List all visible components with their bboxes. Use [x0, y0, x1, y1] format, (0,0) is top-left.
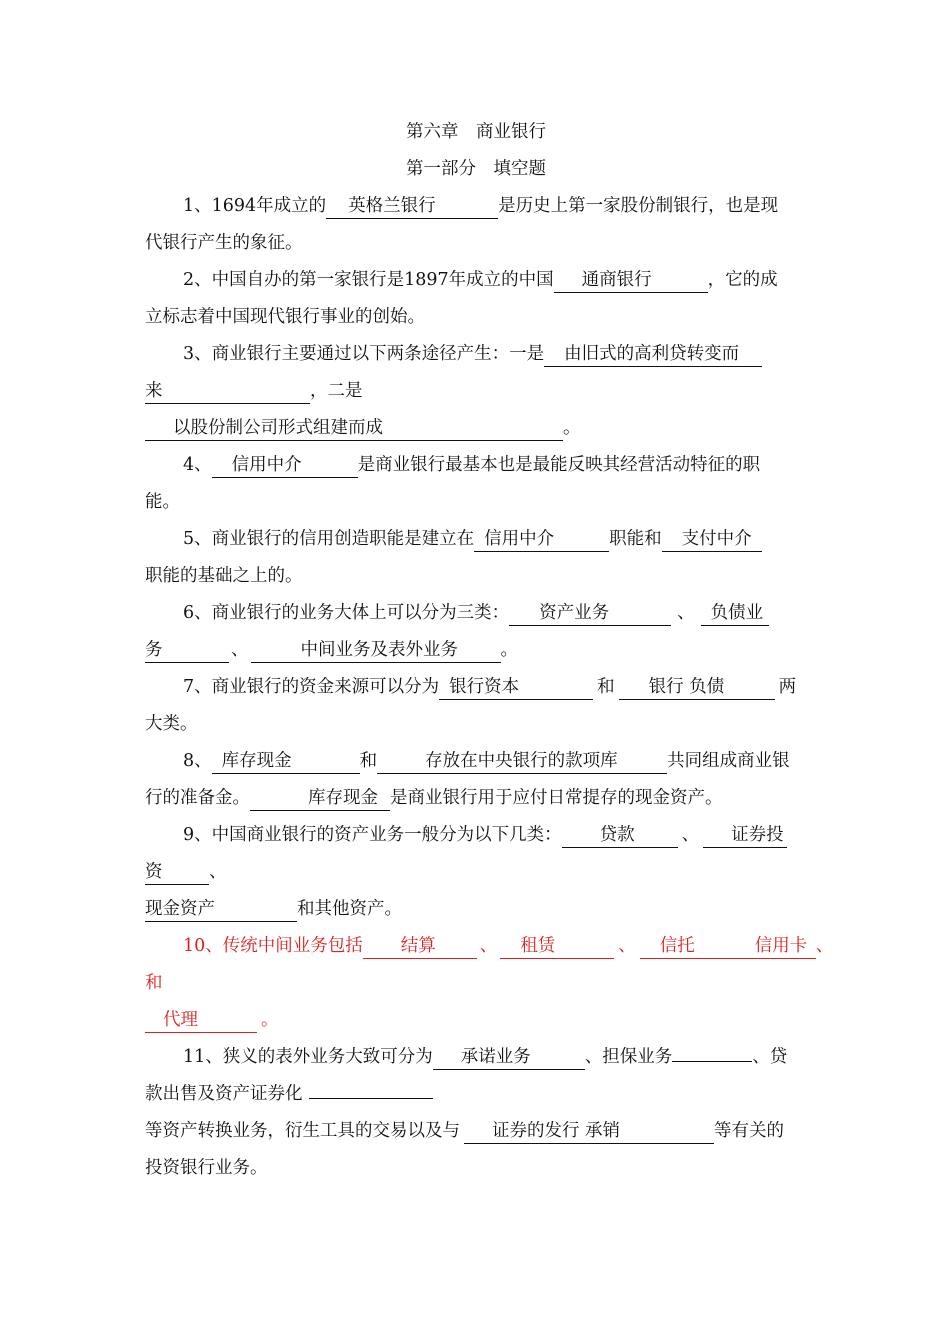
question-text: 职能和 — [609, 529, 662, 549]
question-text: 10、传统中间业务包括 — [183, 936, 363, 956]
answer-blank: 库存现金 — [212, 749, 360, 774]
question-text: 4、 — [183, 455, 212, 475]
question-11-line-1 — [145, 1039, 807, 1076]
question-7-line-2: 大类。 — [145, 714, 198, 734]
question-text: 11、狭义的表外业务大致可分为 — [183, 1047, 433, 1067]
question-text: 和 — [597, 677, 615, 697]
question-9-line-2 — [145, 854, 807, 891]
question-text: 行的准备金。 — [145, 788, 250, 808]
answer-blank: 通商银行 — [554, 268, 708, 293]
answer-blank: 负债业 — [701, 601, 769, 626]
question-4-line-2: 能。 — [145, 492, 180, 512]
question-2-line-1 — [145, 262, 807, 299]
separator: 、 — [815, 936, 834, 956]
answer-blank: 支付中介 — [662, 527, 762, 552]
answer-blank: 中间业务及表外业务 — [251, 638, 501, 663]
question-10-line-1 — [145, 928, 834, 965]
answer-blank: 现金资产 — [145, 897, 297, 922]
question-10-line-2: 和 — [145, 973, 163, 993]
question-text: 5、商业银行的信用创造职能是建立在 — [183, 529, 475, 549]
question-3-line-1 — [145, 336, 807, 373]
answer-blank: 存放在中央银行的款项库 — [377, 749, 667, 774]
answer-blank: 英格兰银行 — [326, 194, 498, 219]
question-3-line-2 — [145, 373, 807, 410]
question-text: 、贷 — [752, 1047, 788, 1067]
question-text: 1、1694年成立的 — [183, 196, 327, 216]
answer-blank: 银行 负债 — [619, 675, 775, 700]
document-body — [145, 114, 834, 1187]
question-text: 7、商业银行的资金来源可以分为 — [183, 677, 440, 697]
answer-blank: 资 — [145, 860, 209, 885]
answer-blank: 承诺业务 — [433, 1045, 585, 1070]
question-4-line-1 — [145, 447, 807, 484]
question-text: 8、 — [183, 751, 212, 771]
answer-blank — [309, 1098, 433, 1099]
question-text: 等有关的 — [714, 1121, 784, 1141]
section-title: 第一部分 填空题 — [406, 159, 546, 179]
question-text: 和 — [359, 751, 378, 771]
question-3-line-3 — [145, 410, 807, 447]
question-text: 是商业银行用于应付日常提存的现金资产。 — [390, 788, 723, 808]
separator: 、 — [681, 825, 700, 845]
answer-blank: 以股份制公司形式组建而成 — [145, 416, 563, 441]
question-6-line-1 — [145, 595, 807, 632]
answer-blank: 证券投 — [703, 823, 787, 848]
question-11-line-4: 投资银行业务。 — [145, 1158, 268, 1178]
question-10-line-3 — [145, 1002, 807, 1039]
question-text: 等资产转换业务，衍生工具的交易以及与 — [145, 1121, 460, 1141]
question-text: 6、商业银行的业务大体上可以分为三类： — [183, 603, 510, 623]
answer-blank: 证券的发行 承销 — [464, 1119, 714, 1144]
answer-blank: 代理 — [145, 1008, 257, 1033]
question-text: 和其他资产。 — [297, 899, 402, 919]
separator: 、 — [677, 603, 695, 623]
answer-blank: 信用中介 — [474, 527, 609, 552]
answer-blank: 库存现金 — [250, 786, 390, 811]
question-text: 。 — [500, 640, 518, 660]
separator: 、 — [479, 936, 498, 956]
separator: 、 — [209, 862, 227, 882]
chapter-title: 第六章 商业银行 — [406, 122, 546, 142]
question-text: ，二是 — [310, 381, 363, 401]
answer-blank: 信用中介 — [212, 453, 358, 478]
question-5-line-1 — [145, 521, 807, 558]
question-text: 共同组成商业银 — [667, 751, 790, 771]
question-text: 9、中国商业银行的资产业务一般分为以下几类： — [183, 825, 562, 845]
question-text: 2、中国自办的第一家银行是1897年成立的中国 — [183, 270, 554, 290]
answer-blank: 银行资本 — [439, 675, 593, 700]
answer-blank: 资产业务 — [509, 601, 671, 626]
question-9-line-3 — [145, 891, 807, 928]
question-9-line-1 — [145, 817, 807, 854]
question-text: 是历史上第一家股份制银行，也是现 — [498, 196, 779, 216]
question-text: 。 — [261, 1010, 279, 1030]
question-text: ，它的成 — [707, 270, 778, 290]
question-11-line-2 — [145, 1076, 807, 1113]
question-1-line-2: 代银行产生的象征。 — [145, 233, 303, 253]
question-8-line-1 — [145, 743, 807, 780]
answer-text: 信托 — [659, 936, 695, 956]
answer-blank: 结算 — [363, 934, 477, 959]
answer-blank: 贷款 — [562, 823, 678, 848]
question-2-line-2: 立标志着中国现代银行事业的创始。 — [145, 307, 425, 327]
question-1-line-1 — [145, 188, 807, 225]
answer-blank: 由旧式的高利贷转变而 — [544, 342, 762, 367]
separator: 、 — [231, 640, 249, 660]
question-5-line-2: 职能的基础之上的。 — [145, 566, 303, 586]
answer-blank: 来 — [145, 379, 310, 404]
question-text: 3、商业银行主要通过以下两条途径产生：一是 — [183, 344, 545, 364]
question-text: 。 — [563, 418, 581, 438]
question-text: 、担保业务 — [584, 1047, 673, 1067]
answer-blank: 租赁 — [500, 934, 614, 959]
question-11-line-3 — [145, 1113, 807, 1150]
question-text: 款出售及资产证券化 — [145, 1084, 303, 1104]
question-6-line-2 — [145, 632, 807, 669]
separator: 、 — [618, 936, 636, 956]
answer-text: 信用卡 — [754, 936, 808, 956]
answer-blank — [672, 1061, 752, 1062]
answer-blank — [640, 934, 816, 959]
question-7-line-1 — [145, 669, 807, 706]
question-8-line-2 — [145, 780, 807, 817]
question-text: 两 — [778, 677, 797, 697]
answer-blank: 务 — [145, 638, 229, 663]
question-text: 是商业银行最基本也是最能反映其经营活动特征的职 — [357, 455, 761, 475]
